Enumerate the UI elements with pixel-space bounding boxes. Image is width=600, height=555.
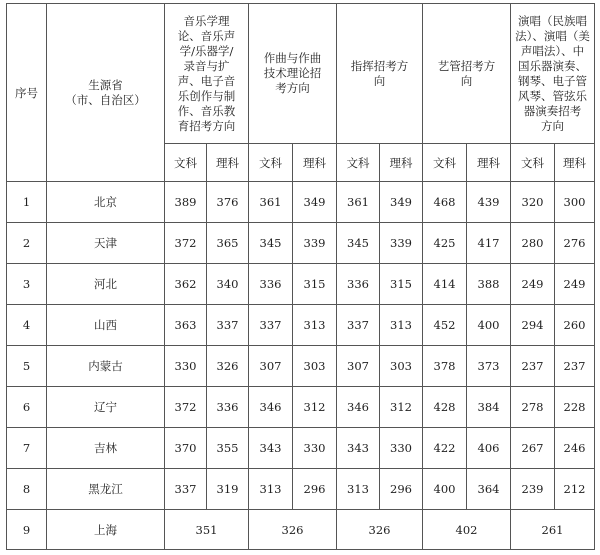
index-header: 序号 xyxy=(7,4,47,182)
merged-score-cell: 402 xyxy=(423,510,511,550)
score-cell: 422 xyxy=(423,428,467,469)
score-cell: 439 xyxy=(467,182,511,223)
score-cell: 372 xyxy=(165,223,207,264)
score-cell: 312 xyxy=(380,387,423,428)
score-cell: 337 xyxy=(207,305,249,346)
table-row xyxy=(7,387,595,428)
score-cell: 337 xyxy=(165,469,207,510)
category-header: 音乐学理 论、音乐声 学/乐器学/ 录音与扩 声、电子音 乐创作与制 作、音乐教 育招考方向 xyxy=(165,4,249,144)
sub-header-wen: 文科 xyxy=(337,144,380,182)
category-header: 指挥招考方 向 xyxy=(337,4,423,144)
score-cell: 340 xyxy=(207,264,249,305)
score-cell: 315 xyxy=(293,264,337,305)
score-cell: 345 xyxy=(249,223,293,264)
score-cell: 330 xyxy=(165,346,207,387)
merged-score-cell: 261 xyxy=(511,510,595,550)
score-cell: 300 xyxy=(555,182,595,223)
score-cell: 425 xyxy=(423,223,467,264)
score-cell: 378 xyxy=(423,346,467,387)
score-cell: 384 xyxy=(467,387,511,428)
score-cell: 249 xyxy=(555,264,595,305)
score-cell: 212 xyxy=(555,469,595,510)
score-cell: 320 xyxy=(511,182,555,223)
score-cell: 452 xyxy=(423,305,467,346)
table-row xyxy=(7,182,595,223)
score-cell: 428 xyxy=(423,387,467,428)
score-cell: 249 xyxy=(511,264,555,305)
sub-header-wen: 文科 xyxy=(511,144,555,182)
score-cell: 349 xyxy=(293,182,337,223)
score-cell: 343 xyxy=(337,428,380,469)
sub-header-li: 理科 xyxy=(293,144,337,182)
row-index: 3 xyxy=(7,264,47,305)
score-cell: 389 xyxy=(165,182,207,223)
score-cell: 239 xyxy=(511,469,555,510)
score-cell: 364 xyxy=(467,469,511,510)
score-cell: 414 xyxy=(423,264,467,305)
merged-score-cell: 326 xyxy=(337,510,423,550)
score-cell: 343 xyxy=(249,428,293,469)
score-cell: 307 xyxy=(337,346,380,387)
score-cell: 260 xyxy=(555,305,595,346)
score-cell: 400 xyxy=(423,469,467,510)
score-cell: 276 xyxy=(555,223,595,264)
score-cell: 267 xyxy=(511,428,555,469)
sub-header-li: 理科 xyxy=(207,144,249,182)
score-cell: 337 xyxy=(249,305,293,346)
score-cell: 319 xyxy=(207,469,249,510)
score-cell: 237 xyxy=(555,346,595,387)
row-index: 8 xyxy=(7,469,47,510)
province-cell: 辽宁 xyxy=(47,387,165,428)
score-cell: 313 xyxy=(249,469,293,510)
score-cell: 228 xyxy=(555,387,595,428)
header-row xyxy=(7,4,595,144)
score-cell: 388 xyxy=(467,264,511,305)
merged-score-cell: 351 xyxy=(165,510,249,550)
row-index: 1 xyxy=(7,182,47,223)
province-header: 生源省 （市、自治区） xyxy=(47,4,165,182)
score-cell: 337 xyxy=(337,305,380,346)
row-index: 4 xyxy=(7,305,47,346)
sub-header-li: 理科 xyxy=(380,144,423,182)
score-cell: 346 xyxy=(337,387,380,428)
score-cell: 361 xyxy=(249,182,293,223)
score-cell: 336 xyxy=(337,264,380,305)
sub-header-wen: 文科 xyxy=(423,144,467,182)
province-cell: 北京 xyxy=(47,182,165,223)
province-cell: 内蒙古 xyxy=(47,346,165,387)
sub-header-wen: 文科 xyxy=(165,144,207,182)
score-cell: 355 xyxy=(207,428,249,469)
row-index: 2 xyxy=(7,223,47,264)
table-row xyxy=(7,510,595,550)
category-header: 艺管招考方 向 xyxy=(423,4,511,144)
score-cell: 339 xyxy=(293,223,337,264)
score-cell: 365 xyxy=(207,223,249,264)
score-cell: 330 xyxy=(380,428,423,469)
province-cell: 山西 xyxy=(47,305,165,346)
row-index: 5 xyxy=(7,346,47,387)
table-row xyxy=(7,223,595,264)
score-cell: 326 xyxy=(207,346,249,387)
score-cell: 372 xyxy=(165,387,207,428)
table-row xyxy=(7,305,595,346)
score-cell: 303 xyxy=(293,346,337,387)
score-cell: 315 xyxy=(380,264,423,305)
score-cell: 362 xyxy=(165,264,207,305)
score-cell: 280 xyxy=(511,223,555,264)
sub-header-li: 理科 xyxy=(467,144,511,182)
province-cell: 上海 xyxy=(47,510,165,550)
score-cell: 406 xyxy=(467,428,511,469)
category-header: 作曲与作曲 技术理论招 考方向 xyxy=(249,4,337,144)
score-cell: 307 xyxy=(249,346,293,387)
score-cell: 339 xyxy=(380,223,423,264)
score-cell: 237 xyxy=(511,346,555,387)
score-cell: 296 xyxy=(380,469,423,510)
score-cell: 373 xyxy=(467,346,511,387)
category-header: 演唱（民族唱 法）、演唱（美 声唱法）、中 国乐器演奏、 钢琴、电子管 风琴、管弦乐 器演奏招考 方向 xyxy=(511,4,595,144)
province-cell: 吉林 xyxy=(47,428,165,469)
table-row xyxy=(7,264,595,305)
score-cell: 400 xyxy=(467,305,511,346)
score-cell: 278 xyxy=(511,387,555,428)
score-cell: 417 xyxy=(467,223,511,264)
score-cell: 363 xyxy=(165,305,207,346)
score-cell: 345 xyxy=(337,223,380,264)
score-cell: 246 xyxy=(555,428,595,469)
score-cell: 312 xyxy=(293,387,337,428)
row-index: 7 xyxy=(7,428,47,469)
province-cell: 天津 xyxy=(47,223,165,264)
table-row xyxy=(7,346,595,387)
score-cell: 376 xyxy=(207,182,249,223)
row-index: 6 xyxy=(7,387,47,428)
score-cell: 361 xyxy=(337,182,380,223)
score-cell: 349 xyxy=(380,182,423,223)
score-cell: 330 xyxy=(293,428,337,469)
sub-header-li: 理科 xyxy=(555,144,595,182)
table-body xyxy=(7,182,595,550)
score-cell: 346 xyxy=(249,387,293,428)
score-cell: 336 xyxy=(249,264,293,305)
score-cell: 313 xyxy=(380,305,423,346)
merged-score-cell: 326 xyxy=(249,510,337,550)
score-cell: 370 xyxy=(165,428,207,469)
score-cell: 313 xyxy=(293,305,337,346)
sub-header-wen: 文科 xyxy=(249,144,293,182)
row-index: 9 xyxy=(7,510,47,550)
province-cell: 黑龙江 xyxy=(47,469,165,510)
score-cell: 336 xyxy=(207,387,249,428)
admission-score-table xyxy=(6,3,595,550)
table-row xyxy=(7,428,595,469)
score-cell: 303 xyxy=(380,346,423,387)
score-cell: 468 xyxy=(423,182,467,223)
score-cell: 296 xyxy=(293,469,337,510)
score-cell: 294 xyxy=(511,305,555,346)
province-cell: 河北 xyxy=(47,264,165,305)
score-cell: 313 xyxy=(337,469,380,510)
table-row xyxy=(7,469,595,510)
